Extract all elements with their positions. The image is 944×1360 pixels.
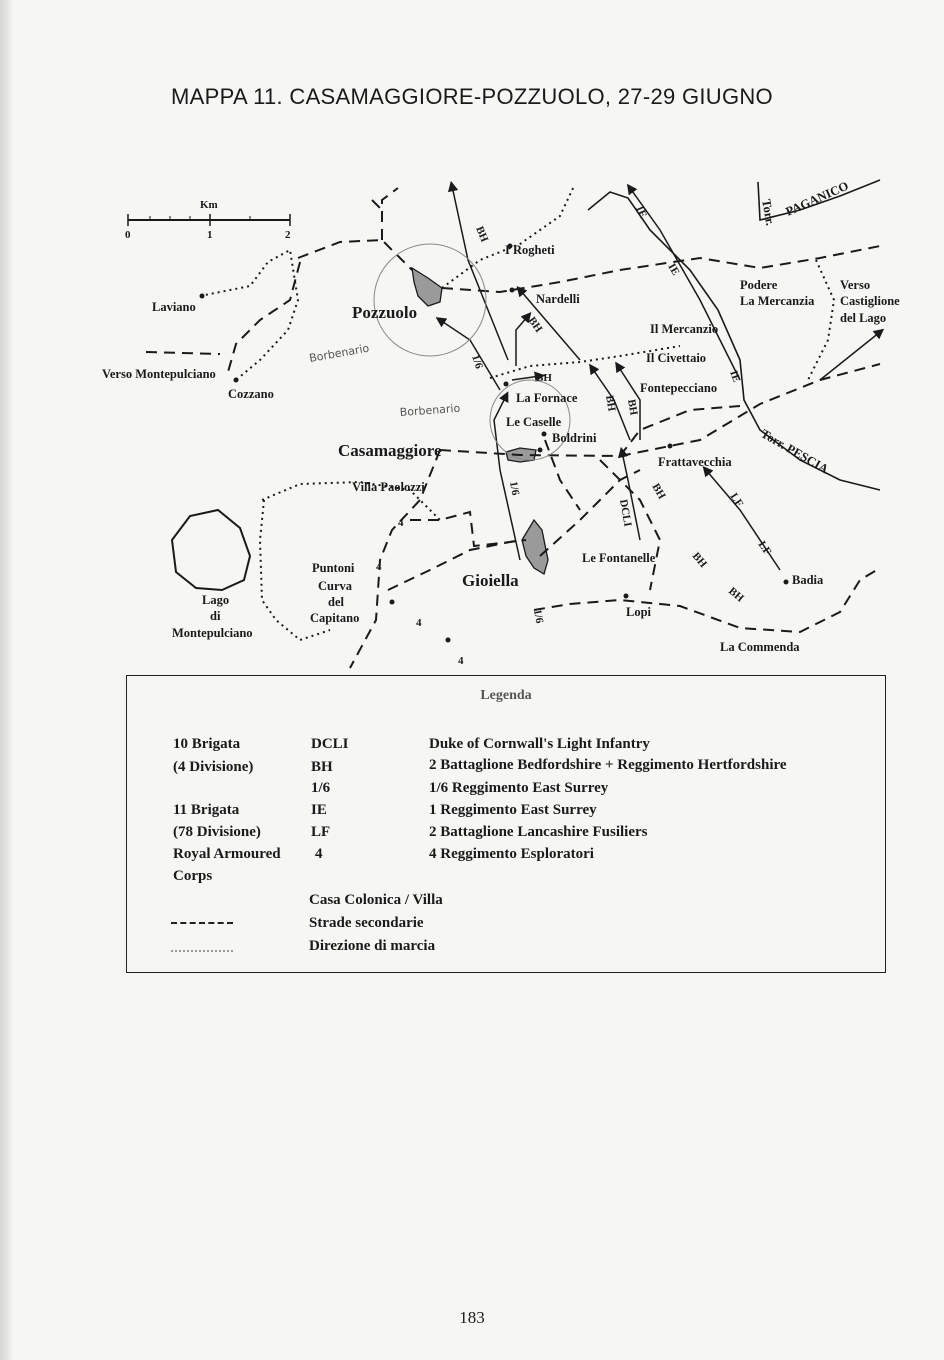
label-verso: Verso	[840, 278, 871, 292]
lake-montepulciano	[172, 510, 250, 590]
gioiella-area	[522, 520, 548, 574]
unit-label-ie-1: IE	[633, 204, 649, 220]
label-verso-montepulciano: Verso Montepulciano	[102, 367, 216, 381]
legend-code-lf: LF	[311, 824, 331, 840]
label-fontepecciano: Fontepecciano	[640, 381, 718, 395]
unit-label-4-1: 4	[398, 517, 404, 529]
legend-dotted-line-swatch	[171, 950, 233, 952]
unit-label-1-6-3: 1/6	[531, 608, 546, 625]
unit-label-4-4: 4	[458, 655, 464, 667]
handwritten-note-2: Borbenario	[399, 401, 461, 419]
label-le-caselle: Le Caselle	[506, 415, 562, 429]
label-boldrini: Boldrini	[552, 431, 597, 445]
label-lago-montepulciano: Montepulciano	[172, 626, 253, 640]
label-lopi: Lopi	[626, 605, 652, 619]
label-il-mercanzio: Il Mercanzio	[650, 322, 719, 336]
label-torr: Torr.	[759, 198, 778, 227]
scale-tick-1: 1	[207, 229, 213, 241]
legend-symbol-villa: Casa Colonica / Villa	[309, 892, 443, 908]
legend-desc-lf: 2 Battaglione Lancashire Fusiliers	[429, 824, 648, 840]
legend-group-4-divisione: (4 Divisione)	[173, 759, 254, 775]
page-title: MAPPA 11. CASAMAGGIORE-POZZUOLO, 27-29 GIUGNO	[171, 84, 773, 109]
label-curva: Curva	[318, 579, 353, 593]
scale-tick-2: 2	[285, 229, 291, 241]
unit-label-bh-4: BH	[603, 394, 618, 413]
unit-label-bh-8: BH	[726, 585, 746, 605]
legend-code-4: 4	[315, 846, 323, 862]
legend-group-corps: Corps	[173, 868, 213, 884]
legend-code-ie: IE	[311, 802, 327, 818]
unit-label-1-6-1: 1/6	[469, 353, 485, 371]
legend-symbol-march: Direzione di marcia	[309, 938, 436, 954]
label-la-mercanzia: La Mercanzia	[740, 294, 815, 308]
label-gioiella: Gioiella	[462, 571, 519, 590]
unit-label-lf-2: LF	[755, 538, 774, 558]
label-la-commenda: La Commenda	[720, 640, 800, 654]
unit-label-bh-1: BH	[473, 224, 491, 244]
legend-desc-4: 4 Reggimento Esploratori	[429, 846, 594, 862]
scale-bar	[125, 199, 291, 241]
unit-label-ie-2: IE	[665, 261, 682, 278]
unit-label-bh-6: BH	[649, 481, 668, 502]
label-podere: Podere	[740, 278, 778, 292]
label-i-rogheti: I Rogheti	[505, 243, 555, 257]
label-cozzano: Cozzano	[228, 387, 274, 401]
unit-label-bh-5: BH	[625, 398, 640, 417]
label-capitano: Capitano	[310, 611, 360, 625]
legend-desc-dcli: Duke of Cornwall's Light Infantry	[429, 736, 650, 752]
unit-label-4-2: 4	[376, 561, 382, 573]
legend-group-royal-armoured: Royal Armoured	[173, 846, 281, 862]
page-number: 183	[459, 1308, 485, 1327]
river-main	[588, 192, 880, 490]
label-lago: Lago	[202, 593, 230, 607]
unit-label-dcli: DCLI	[617, 498, 634, 528]
legend-code-bh: BH	[311, 759, 333, 775]
unit-label-bh-2: BH	[525, 314, 545, 335]
unit-label-4-3: 4	[416, 617, 422, 629]
label-laviano: Laviano	[152, 300, 196, 314]
legend-group-10-brigata: 10 Brigata	[173, 736, 241, 752]
label-castiglione: Castiglione	[840, 294, 900, 308]
label-pozzuolo: Pozzuolo	[352, 303, 418, 322]
handwritten-note-1: Borbenario	[308, 341, 371, 365]
legend-title: Legenda	[480, 688, 532, 703]
legend-symbol-roads: Strade secondarie	[309, 915, 424, 931]
label-la-fornace: La Fornace	[516, 391, 578, 405]
unit-label-bh-7: BH	[689, 550, 710, 571]
label-il-civettaio: Il Civettaio	[646, 351, 707, 365]
unit-label-bh-3: BH	[536, 372, 552, 384]
unit-label-lf-1: LF	[727, 490, 746, 510]
legend-dashed-line-swatch	[171, 922, 233, 924]
legend-desc-bh: 2 Battaglione Bedfordshire + Reggimento Hertfordshire	[429, 757, 787, 773]
legend-desc-1-6: 1/6 Reggimento East Surrey	[429, 780, 609, 796]
unit-label-1-6-2: 1/6	[507, 480, 522, 497]
label-del: del	[328, 595, 344, 609]
legend-code-1-6: 1/6	[311, 780, 331, 796]
unit-label-ie-3: IE	[727, 368, 743, 384]
label-di: di	[210, 609, 221, 623]
label-del-lago: del Lago	[840, 311, 887, 325]
pozzuolo-area	[412, 268, 442, 306]
label-badia: Badia	[792, 573, 824, 587]
label-torr-pescia: Torr. PESCIA	[758, 426, 831, 477]
label-frattavecchia: Frattavecchia	[658, 455, 732, 469]
label-le-fontanelle: Le Fontanelle	[582, 551, 656, 565]
legend-box	[126, 675, 886, 973]
legend-group-78-divisione: (78 Divisione)	[173, 824, 261, 840]
legend-desc-ie: 1 Reggimento East Surrey	[429, 802, 597, 818]
scale-tick-0: 0	[125, 229, 131, 241]
scale-unit: Km	[200, 199, 218, 211]
label-nardelli: Nardelli	[536, 292, 580, 306]
label-puntoni: Puntoni	[312, 561, 355, 575]
label-villa-paolozzi: Villa Paolozzi	[352, 480, 425, 494]
legend-code-dcli: DCLI	[311, 736, 349, 752]
legend-group-11-brigata: 11 Brigata	[173, 802, 240, 818]
label-casamaggiore: Casamaggiore	[338, 441, 442, 460]
label-paganico: PAGANICO	[783, 178, 851, 219]
